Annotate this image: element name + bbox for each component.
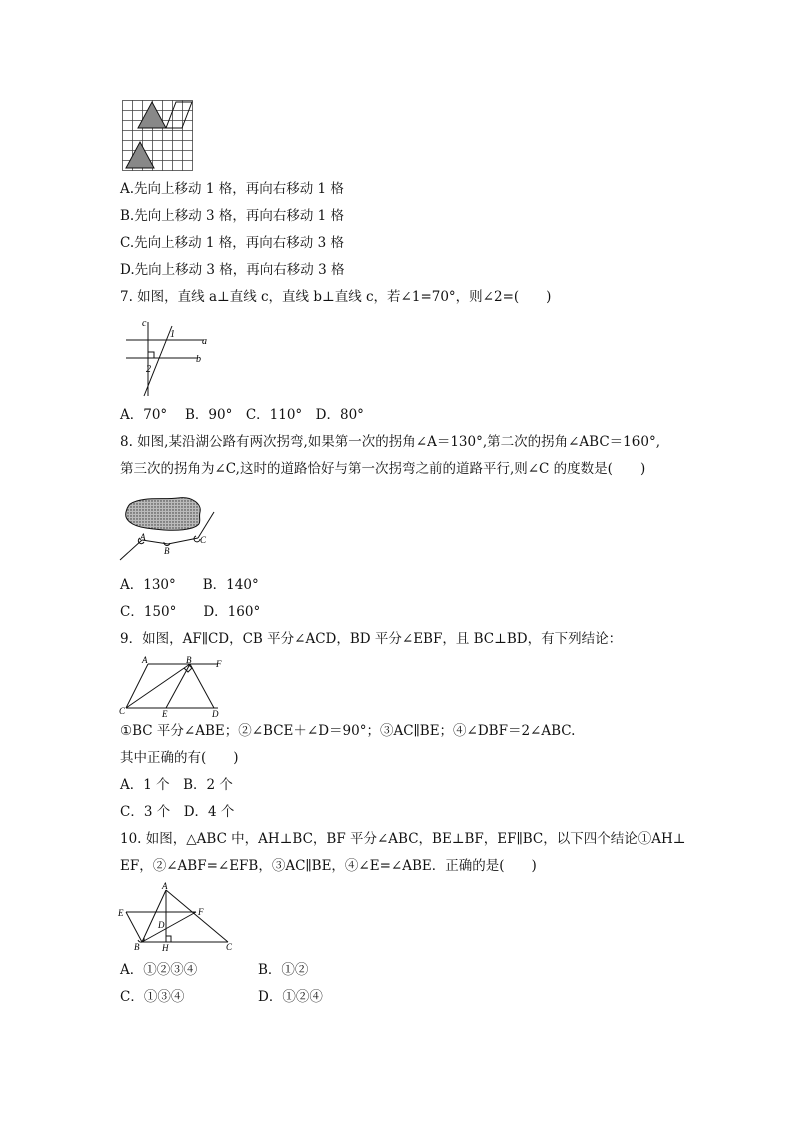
q7-label-b: b (196, 354, 201, 365)
q8-label-b: B (164, 546, 170, 556)
q9-label-a: A (142, 656, 148, 665)
q6-option-c: C.先向上移动 1 格，再向右移动 3 格 (120, 235, 344, 251)
q6-option-a: A.先向上移动 1 格，再向右移动 1 格 (120, 181, 344, 197)
q7-label-2: 2 (146, 364, 151, 375)
q6-grid-figure (122, 100, 194, 172)
q9-label-e: E (162, 709, 168, 718)
q10-label-f: F (198, 907, 204, 917)
q10-label-c: C (226, 942, 233, 952)
q6-option-b: B.先向上移动 3 格，再向右移动 1 格 (120, 208, 345, 224)
q10-option-c: C．①③④ (120, 989, 185, 1005)
q10-figure (116, 882, 238, 952)
q9-stem: 9．如图，AF∥CD，CB 平分∠ACD，BD 平分∠EBF，且 BC⊥BD，有下列结论： (120, 631, 623, 647)
q10-label-e: E (118, 908, 124, 918)
q7-label-1: 1 (170, 329, 175, 340)
q7-label-c: c (142, 318, 147, 329)
q6-option-d: D.先向上移动 3 格，再向右移动 3 格 (120, 262, 345, 278)
q8-stem-line2: 第三次的拐角为∠C,这时的道路恰好与第一次拐弯之前的道路平行,则∠C 的度数是( ) (120, 461, 646, 477)
q7-stem: 7. 如图，直线 a⊥直线 c，直线 b⊥直线 c，若∠1=70°，则∠2=( ) (120, 289, 552, 305)
q10-option-b: B．①② (258, 962, 309, 978)
q7-label-a: a (202, 336, 207, 347)
q8-label-c: C (200, 535, 207, 545)
q7-figure (120, 316, 215, 398)
triangle-lower (126, 142, 154, 168)
q8-label-a: A (140, 532, 146, 542)
q9-label-d: D (212, 709, 219, 718)
q8-options-row2: C．150° D．160° (120, 604, 261, 620)
q10-option-a: A．①②③④ (120, 962, 198, 978)
q8-stem-line1: 8. 如图,某沿湖公路有两次拐弯,如果第一次的拐角∠A＝130°,第二次的拐角∠ABC＝160°, (120, 434, 660, 450)
q10-label-d: D (158, 920, 165, 930)
q9-options-row2: C．3 个 D．4 个 (120, 804, 235, 820)
q9-conclusions: ①BC 平分∠ABE；②∠BCE＋∠D＝90°；③AC∥BE；④∠DBF＝2∠ABC. (120, 723, 576, 739)
q10-label-h: H (162, 943, 169, 952)
q9-options-row1: A．1 个 B．2 个 (120, 777, 233, 793)
q7-options: A．70° B．90° C．110° D．80° (120, 407, 364, 423)
q10-option-d: D．①②④ (258, 989, 323, 1005)
q10-stem-line1: 10. 如图，△ABC 中，AH⊥BC，BF 平分∠ABC，BE⊥BF，EF∥BC，以下四个结论①AH⊥ (120, 831, 686, 847)
q9-question: 其中正确的有( ) (120, 750, 239, 766)
q8-lake-figure (118, 494, 218, 566)
lake-shape (126, 498, 201, 531)
q9-label-c: C (119, 706, 126, 716)
q9-label-b: B (186, 656, 192, 665)
q10-label-b: B (134, 942, 140, 952)
q9-figure (118, 656, 233, 718)
q10-stem-line2: EF，②∠ABF=∠EFB，③AC∥BE，④∠E=∠ABE．正确的是( ) (120, 858, 537, 874)
q9-label-f: F (216, 659, 222, 669)
q8-options-row1: A．130° B．140° (120, 577, 259, 593)
q10-label-a: A (162, 882, 168, 891)
